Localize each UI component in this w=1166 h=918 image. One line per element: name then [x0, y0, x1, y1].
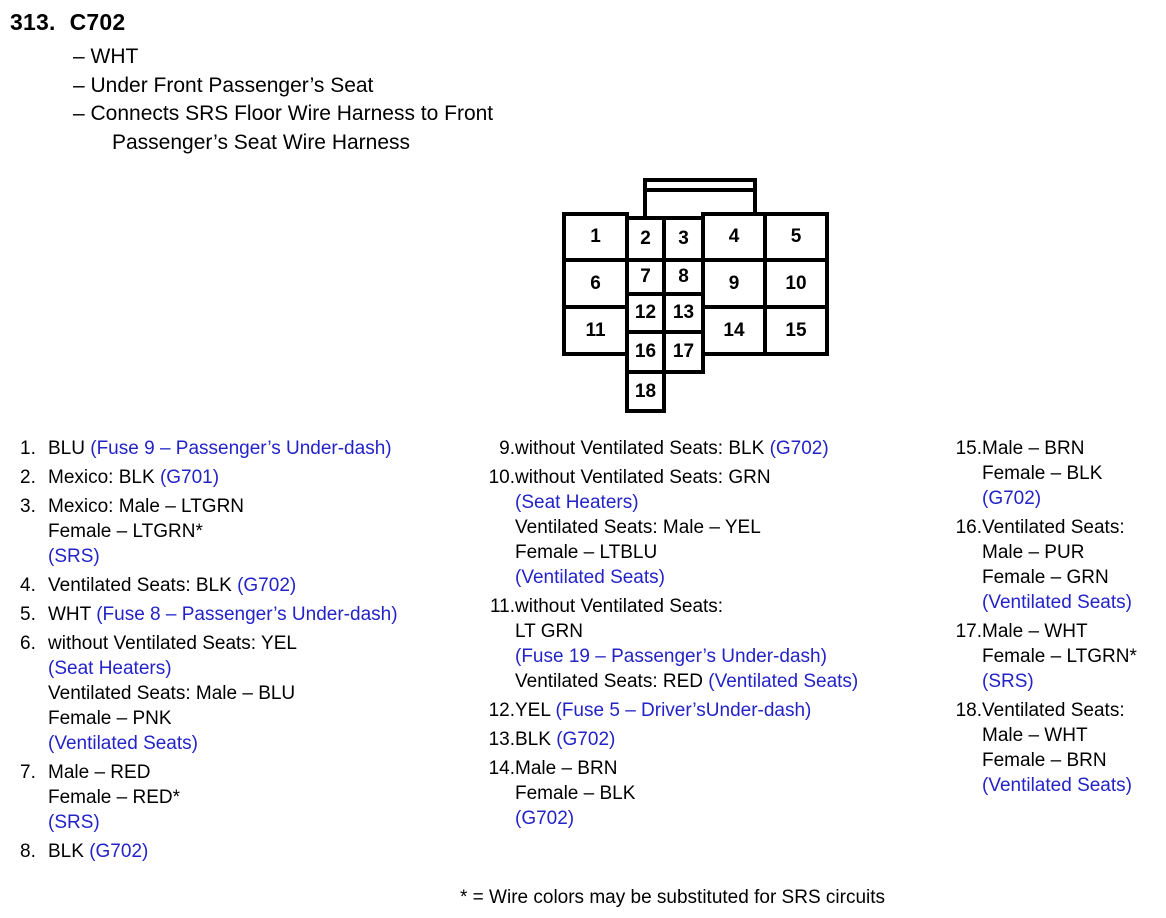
- pin-description: [982, 436, 1163, 511]
- pin-description-line: [982, 723, 1163, 748]
- pin-description-line: [982, 461, 1163, 486]
- pin-description-line: [48, 731, 460, 756]
- pin-number: [20, 494, 48, 569]
- pin-number: [476, 465, 515, 590]
- pin-description: [515, 436, 916, 461]
- pin-entry: [20, 760, 460, 835]
- pin-description-line: [48, 519, 460, 544]
- pin-description-line: [515, 540, 916, 565]
- circuit-reference: (Ventilated Seats): [48, 733, 198, 754]
- wire-info: Ventilated Seats:: [982, 700, 1125, 721]
- pin-description-line: [48, 631, 460, 656]
- circuit-reference: (G702): [237, 575, 297, 596]
- wire-info: Ventilated Seats: BLK: [48, 575, 238, 596]
- pin-number-text: 8.: [20, 841, 36, 862]
- pin-entry: [20, 839, 460, 864]
- cavity-9: 9: [701, 258, 767, 309]
- pin-description-line: [515, 806, 916, 831]
- pin-description-line: [515, 594, 916, 619]
- pin-description: [515, 465, 916, 590]
- pin-number-text: 14.: [488, 758, 515, 779]
- circuit-reference: (Fuse 8 – Passenger’s Under-dash): [96, 604, 398, 625]
- cavity-14: 14: [701, 305, 767, 356]
- wire-info: without Ventilated Seats: YEL: [48, 633, 297, 654]
- pin-description: [515, 756, 916, 831]
- wire-info: Mexico: Male – LTGRN: [48, 496, 245, 517]
- pin-description-line: [48, 760, 460, 785]
- wire-info: WHT: [48, 604, 97, 625]
- pin-description-line: [48, 602, 460, 627]
- pin-entry: [20, 602, 460, 627]
- pin-description-line: [515, 644, 916, 669]
- connector-title: [10, 9, 125, 36]
- cavity-18: 18: [625, 370, 666, 413]
- pin-number-text: 5.: [20, 604, 36, 625]
- pin-description-line: [515, 619, 916, 644]
- wire-info: Female – LTGRN*: [982, 646, 1137, 667]
- pin-description-line: [515, 698, 916, 723]
- wire-info: Ventilated Seats:: [982, 517, 1125, 538]
- pin-list-column-1: [20, 436, 460, 868]
- wire-info: without Ventilated Seats: GRN: [515, 467, 771, 488]
- pin-number-text: 6.: [20, 633, 36, 654]
- wire-info: BLK: [48, 841, 90, 862]
- pin-number: [20, 631, 48, 756]
- pin-number-text: 17.: [955, 621, 982, 642]
- wire-info: YEL: [515, 700, 556, 721]
- pin-number-text: 12.: [488, 700, 515, 721]
- pin-entry: [476, 698, 916, 723]
- description-connects: – Connects SRS Floor Wire Harness to Front: [73, 102, 494, 125]
- pin-entry: [476, 436, 916, 461]
- circuit-reference: (G701): [159, 467, 220, 488]
- pin-description-line: [515, 436, 916, 461]
- wire-info: Female – BRN: [982, 750, 1107, 771]
- pin-description-line: [515, 781, 916, 806]
- pin-number-text: 15.: [955, 438, 982, 459]
- pin-description: [48, 602, 460, 627]
- cavity-7: 7: [625, 258, 666, 296]
- circuit-reference: (G702): [982, 488, 1042, 509]
- connector-description: [73, 43, 493, 157]
- pin-description-line: [982, 486, 1163, 511]
- cavity-5: 5: [763, 212, 829, 262]
- pin-description-line: [982, 540, 1163, 565]
- pin-description-line: [515, 756, 916, 781]
- cavity-13: 13: [662, 292, 705, 334]
- wire-info: Ventilated Seats: RED: [515, 671, 709, 692]
- pin-description-line: [515, 465, 916, 490]
- pin-entry: [943, 515, 1163, 615]
- circuit-reference: (Fuse 5 – Driver’sUnder-dash): [555, 700, 812, 721]
- pin-entry: [476, 594, 916, 694]
- wire-info: without Ventilated Seats:: [515, 596, 724, 617]
- pin-number: [20, 436, 48, 461]
- pin-description: [48, 465, 460, 490]
- pin-description-line: [48, 706, 460, 731]
- circuit-reference: (SRS): [48, 546, 100, 567]
- connector-id: C702: [69, 9, 126, 35]
- pin-entry: [476, 727, 916, 752]
- pin-entry: [943, 436, 1163, 511]
- pin-description: [982, 619, 1163, 694]
- pin-description: [48, 839, 460, 864]
- pin-description-line: [982, 619, 1163, 644]
- pin-number: [20, 602, 48, 627]
- pin-entry: [943, 698, 1163, 798]
- wire-info: Male – PUR: [982, 542, 1085, 563]
- wire-info: Male – RED: [48, 762, 151, 783]
- pin-number: [943, 698, 982, 798]
- pin-description-line: [48, 465, 460, 490]
- connector-face-diagram: [562, 176, 832, 416]
- circuit-reference: (Ventilated Seats): [982, 775, 1132, 796]
- pin-number: [943, 515, 982, 615]
- pin-description-line: [982, 669, 1163, 694]
- pin-description: [48, 494, 460, 569]
- wire-info: Female – LTBLU: [515, 542, 658, 563]
- pin-description-line: [982, 590, 1163, 615]
- pin-number: [476, 698, 515, 723]
- circuit-reference: (G702): [556, 729, 616, 750]
- pin-description-line: [48, 785, 460, 810]
- pin-number: [476, 436, 515, 461]
- pin-number-text: 9.: [499, 438, 515, 459]
- pin-number: [476, 594, 515, 694]
- pin-description-line: [982, 698, 1163, 723]
- circuit-reference: (Fuse 19 – Passenger’s Under-dash): [515, 646, 827, 667]
- pin-description: [48, 760, 460, 835]
- pin-entry: [476, 756, 916, 831]
- pin-number-text: 11.: [489, 596, 515, 617]
- pin-list-column-2: [476, 436, 916, 835]
- pin-description-line: [48, 810, 460, 835]
- description-color: – WHT: [73, 45, 139, 68]
- pin-number: [476, 727, 515, 752]
- cavity-17: 17: [662, 330, 705, 374]
- wire-info: Male – BRN: [515, 758, 618, 779]
- pin-description: [515, 727, 916, 752]
- wire-info: BLK: [515, 729, 557, 750]
- cavity-10: 10: [763, 258, 829, 309]
- description-location: – Under Front Passenger’s Seat: [73, 73, 374, 97]
- wire-info: Ventilated Seats: Male – BLU: [48, 683, 296, 704]
- circuit-reference: (Ventilated Seats): [982, 592, 1132, 613]
- pin-description-line: [982, 436, 1163, 461]
- pin-number-text: 10.: [488, 467, 515, 488]
- cavity-1: 1: [562, 212, 629, 262]
- pin-description-line: [515, 490, 916, 515]
- pin-number: [20, 573, 48, 598]
- pin-entry: [20, 494, 460, 569]
- footnote: * = Wire colors may be substituted for SRS circuits: [460, 887, 886, 908]
- circuit-reference: (Fuse 9 – Passenger’s Under-dash): [90, 438, 392, 459]
- pin-description-line: [48, 544, 460, 569]
- cavity-16: 16: [625, 330, 666, 374]
- pin-number-text: 3.: [20, 496, 36, 517]
- pin-entry: [20, 573, 460, 598]
- pin-number-text: 1.: [20, 438, 36, 459]
- pin-description: [515, 698, 916, 723]
- pin-number-text: 13.: [488, 729, 515, 750]
- pin-description-line: [982, 644, 1163, 669]
- wire-info: BLU: [48, 438, 91, 459]
- cavity-15: 15: [763, 305, 829, 356]
- wire-info: Male – WHT: [982, 621, 1088, 642]
- description-connects-cont: Passenger’s Seat Wire Harness: [112, 130, 411, 154]
- pin-description: [515, 594, 916, 694]
- pin-description-line: [982, 565, 1163, 590]
- pin-description-line: [48, 573, 460, 598]
- circuit-reference: (Ventilated Seats): [708, 671, 859, 692]
- wire-info: Female – BLK: [982, 463, 1103, 484]
- wire-info: LT GRN: [515, 621, 583, 642]
- pin-description-line: [515, 565, 916, 590]
- wire-info: Male – BRN: [982, 438, 1085, 459]
- pin-entry: [943, 619, 1163, 694]
- cavity-12: 12: [625, 292, 666, 334]
- pin-description: [48, 436, 460, 461]
- pin-number: [943, 436, 982, 511]
- pin-description-line: [982, 748, 1163, 773]
- connector-number: 313.: [10, 9, 56, 35]
- wire-info: Female – GRN: [982, 567, 1109, 588]
- pin-description-line: [48, 839, 460, 864]
- pin-number-text: 18.: [955, 700, 982, 721]
- pin-number: [476, 756, 515, 831]
- wire-info: without Ventilated Seats: BLK: [515, 438, 770, 459]
- wire-info: Ventilated Seats: Male – YEL: [515, 517, 761, 538]
- cavity-2: 2: [625, 216, 666, 262]
- pin-description-line: [982, 515, 1163, 540]
- pin-entry: [20, 631, 460, 756]
- pin-description: [48, 631, 460, 756]
- wire-info: Female – RED*: [48, 787, 180, 808]
- circuit-reference: (G702): [89, 841, 149, 862]
- pin-description-line: [48, 681, 460, 706]
- pin-description: [982, 698, 1163, 798]
- wire-info: Female – LTGRN*: [48, 521, 203, 542]
- pin-description-line: [515, 515, 916, 540]
- connector-latch-bar: [643, 188, 757, 192]
- pin-entry: [20, 465, 460, 490]
- pin-entry: [476, 465, 916, 590]
- circuit-reference: (Seat Heaters): [48, 658, 172, 679]
- circuit-reference: (Seat Heaters): [515, 492, 639, 513]
- pin-number: [20, 839, 48, 864]
- pin-description-line: [982, 773, 1163, 798]
- pin-description: [48, 573, 460, 598]
- wire-info: Female – BLK: [515, 783, 636, 804]
- circuit-reference: (SRS): [982, 671, 1034, 692]
- pin-number: [20, 760, 48, 835]
- circuit-reference: (G702): [515, 808, 575, 829]
- pin-entry: [20, 436, 460, 461]
- pin-description-line: [515, 727, 916, 752]
- pin-number-text: 7.: [20, 762, 36, 783]
- cavity-6: 6: [562, 258, 629, 309]
- cavity-4: 4: [701, 212, 767, 262]
- wire-info: Mexico: BLK: [48, 467, 160, 488]
- pin-list-column-3: [943, 436, 1163, 802]
- circuit-reference: (SRS): [48, 812, 100, 833]
- cavity-8: 8: [662, 258, 705, 296]
- wire-info: Male – WHT: [982, 725, 1088, 746]
- circuit-reference: (Ventilated Seats): [515, 567, 665, 588]
- pin-description: [982, 515, 1163, 615]
- pin-description-line: [48, 494, 460, 519]
- pin-number-text: 16.: [955, 517, 982, 538]
- pin-number: [943, 619, 982, 694]
- cavity-11: 11: [562, 305, 629, 356]
- circuit-reference: (G702): [769, 438, 829, 459]
- pin-description-line: [515, 669, 916, 694]
- pin-number-text: 2.: [20, 467, 36, 488]
- pin-description-line: [48, 436, 460, 461]
- pin-number: [20, 465, 48, 490]
- wire-info: Female – PNK: [48, 708, 172, 729]
- pin-number-text: 4.: [20, 575, 36, 596]
- pin-description-line: [48, 656, 460, 681]
- cavity-3: 3: [662, 216, 705, 262]
